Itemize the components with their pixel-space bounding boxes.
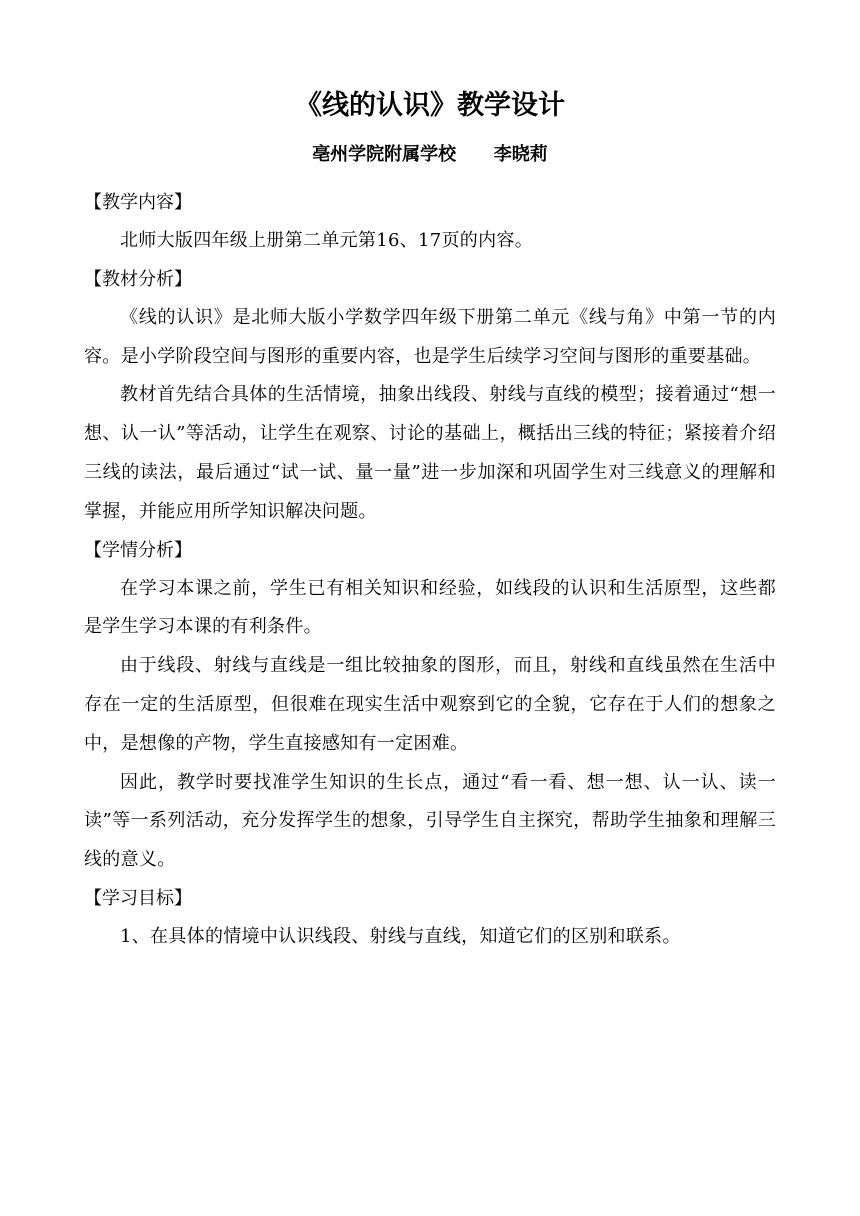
- section-textbook-analysis: [84, 261, 776, 532]
- paragraph: 北师大版四年级上册第二单元第16、17页的内容。: [120, 230, 534, 251]
- section-heading: 【教材分析】: [84, 268, 192, 290]
- section-heading: 【教学内容】: [84, 192, 192, 213]
- section-heading: 【学情分析】: [84, 539, 192, 561]
- section-learning-objectives: [84, 880, 776, 957]
- paragraph: 由于线段、射线与直线是一组比较抽象的图形，而且，射线和直线虽然在生活中存在一定的生活原型，但很难在现实生活中观察到它的全貌，它存在于人们的想象之中，是想像的产物，学生直接感知有一定困难。: [84, 655, 776, 754]
- section-learner-analysis: [84, 532, 776, 880]
- document-author: 亳州学院附属学校 李晓莉: [312, 144, 548, 165]
- paragraph: 《线的认识》是北师大版小学数学四年级下册第二单元《线与角》中第一节的内容。是小学阶段空间与图形的重要内容，也是学生后续学习空间与图形的重要基础。: [84, 306, 776, 367]
- paragraph: 因此，教学时要找准学生知识的生长点，通过“看一看、想一想、认一认、读一读”等一系列活动，充分发挥学生的想象，引导学生自主探究，帮助学生抽象和理解三线的意义。: [84, 771, 776, 871]
- section-teaching-content: [84, 184, 776, 261]
- section-heading: 【学习目标】: [84, 887, 192, 909]
- document-body: [84, 184, 776, 957]
- paragraph: 教材首先结合具体的生活情境，抽象出线段、射线与直线的模型；接着通过“想一想、认一认”等活动，让学生在观察、讨论的基础上，概括出三线的特征；紧接着介绍三线的读法，最后通过“试一试、量一量”进一步加深和巩固学生对三线意义的理解和掌握，并能应用所学知识解决问题。: [84, 384, 776, 522]
- paragraph: 在学习本课之前，学生已有相关知识和经验，如线段的认识和生活原型，这些都是学生学习本课的有利条件。: [84, 577, 776, 638]
- document-title: 《线的认识》教学设计: [295, 90, 565, 121]
- paragraph: 1、在具体的情境中认识线段、射线与直线，知道它们的区别和联系。: [120, 925, 681, 947]
